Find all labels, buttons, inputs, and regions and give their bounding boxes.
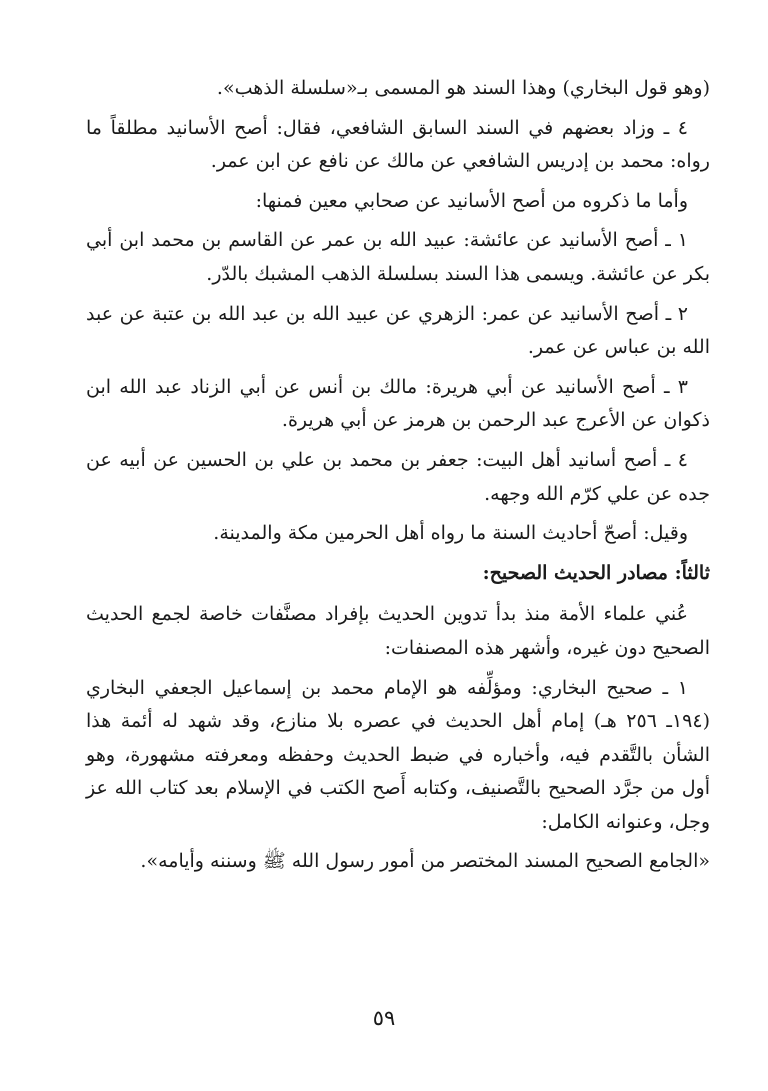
paragraph-item-2-umar: ٢ ـ أصح الأسانيد عن عمر: الزهري عن عبيد الله بن عبد الله بن عتبة عن عبد الله بن عباس عن عمر. (86, 302, 710, 359)
paragraph-item-1-aisha: ١ ـ أصح الأسانيد عن عائشة: عبيد الله بن عمر عن القاسم بن محمد ابن أبي بكر عن عائشة. ويسمى هذا السند بسلسلة الذهب المشبك بالدّر. (86, 229, 710, 285)
page-number: ٥٩ (372, 1006, 396, 1030)
paragraph-sahih-bukhari: ١ ـ صحيح البخاري: ومؤلِّفه هو الإمام محمد بن إسماعيل الجعفي البخاري (١٩٤ـ ٢٥٦ هـ) إمام أهل الحديث في عصره بلا منازع، وقد شهد له أئمة هذا الشأن بالتَّقدم فيه، وأخباره في ضبط الحديث وحفظه ومعرفته مشهورة، وهو أول من جرَّد الصحيح بالتَّصنيف، وكتابه أَصح الكتب في الإسلام بعد كتاب الله عز وجل، وعنوانه الكامل: (86, 676, 711, 833)
paragraph-silsilat-al-dhahab: (وهو قول البخاري) وهذا السند هو المسمى بـ«سلسلة الذهب». (216, 77, 710, 99)
paragraph-companion-intro: وأما ما ذكروه من أصح الأسانيد عن صحابي معين فمنها: (255, 189, 688, 212)
paragraph-sources-intro: عُني علماء الأمة منذ بدأ تدوين الحديث بإفراد مصنَّفات خاصة لجمع الحديث الصحيح دون غيره، وأشهر هذه المصنفات: (86, 603, 710, 659)
page-body (86, 72, 710, 885)
paragraph-full-title: «الجامع الصحيح المسند المختصر من أمور رسول الله ﷺ وسننه وأيامه». (140, 850, 710, 873)
paragraph-haramayn: وقيل: أصحّ أحاديث السنة ما رواه أهل الحرمين مكة والمدينة. (213, 522, 688, 545)
section-heading: ثالثاً: مصادر الحديث الصحيح: (482, 561, 710, 584)
paragraph-item-3-abu-hurayra: ٣ ـ أصح الأسانيد عن أبي هريرة: مالك بن أنس عن أبي الزناد عبد الله ابن ذكوان عن الأعرج عبد الرحمن بن هرمز عن أبي هريرة. (86, 375, 710, 432)
paragraph-item-4-shafii: ٤ ـ وزاد بعضهم في السند السابق الشافعي، فقال: أصح الأسانيد مطلقاً ما رواه: محمد بن إدريس الشافعي عن مالك عن نافع عن ابن عمر. (86, 116, 710, 173)
paragraph-item-4-ahl-al-bayt: ٤ ـ أصح أسانيد أهل البيت: جعفر بن محمد بن علي بن الحسين عن أبيه عن جده عن علي كرّم الله وجهه. (86, 448, 710, 505)
